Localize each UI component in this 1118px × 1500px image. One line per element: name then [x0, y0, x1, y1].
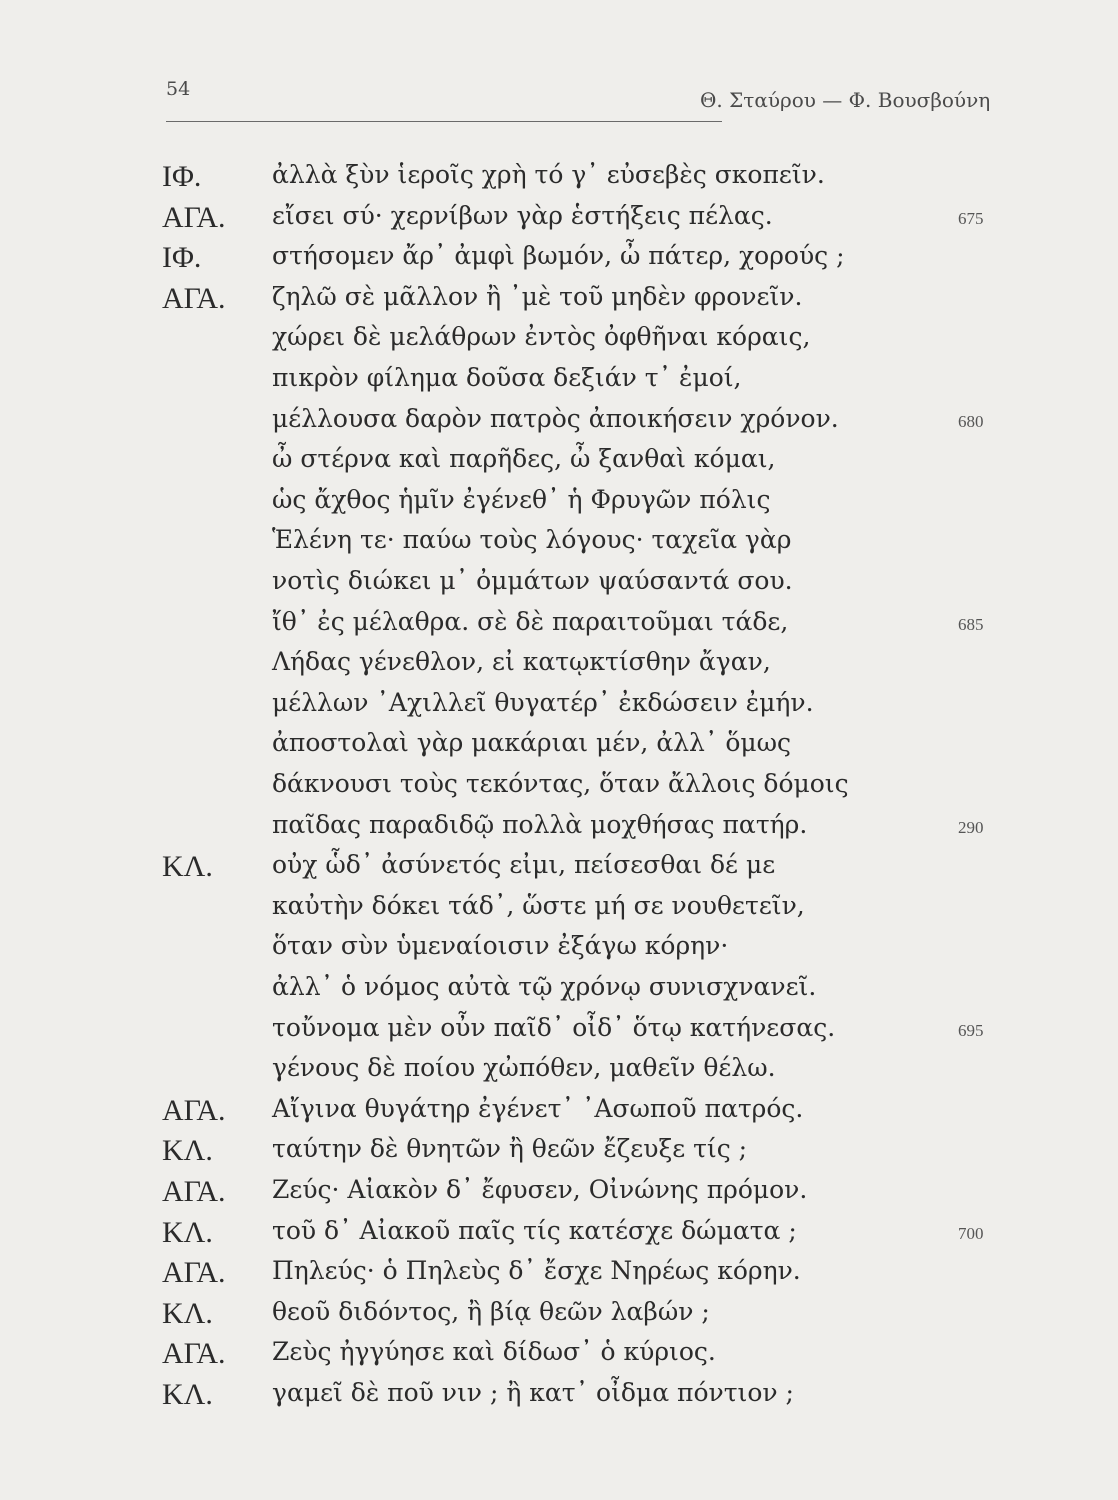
line-number: 695: [958, 1020, 984, 1040]
line-number: 290: [958, 817, 984, 837]
verse-line: [0, 1175, 1118, 1215]
speaker-label: ΚΛ.: [162, 1215, 213, 1249]
verse-line: [0, 1256, 1118, 1296]
verse-text: καὐτὴν δόκει τάδ᾽, ὥστε μή σε νουθετεῖν,: [272, 890, 805, 920]
verse-text: τοὔνομα μὲν οὖν παῖδ᾽ οἶδ᾽ ὅτῳ κατήνεσας.: [272, 1012, 836, 1042]
verse-line: [0, 728, 1118, 768]
page-number: 54: [166, 78, 191, 100]
verse-line: [0, 201, 1118, 241]
verse-line: [0, 931, 1118, 971]
verse-line: [0, 1134, 1118, 1174]
speaker-label: ΚΛ.: [162, 1296, 213, 1330]
verse-text: εἴσει σύ· χερνίβων γὰρ ἑστήξεις πέλας.: [272, 200, 773, 230]
verse-line: [0, 607, 1118, 647]
line-number: 675: [958, 208, 984, 228]
verse-line: [0, 1094, 1118, 1134]
verse-text: Ἑλένη τε· παύω τοὺς λόγους· ταχεῖα γὰρ: [272, 525, 792, 555]
verse-line: [0, 891, 1118, 931]
verse-line: [0, 1013, 1118, 1053]
verse-line: [0, 850, 1118, 890]
verse-line: [0, 485, 1118, 525]
speaker-label: ΙΦ.: [162, 241, 202, 275]
verse-text: μέλλων ᾽Αχιλλεῖ θυγατέρ᾽ ἐκδώσειν ἐμήν.: [272, 687, 814, 717]
verse-text: Αἴγινα θυγάτηρ ἐγένετ᾽ ᾽Ασωποῦ πατρός.: [272, 1093, 804, 1123]
verse-text: ζηλῶ σὲ μᾶλλον ἢ ᾽μὲ τοῦ μηδὲν φρονεῖν.: [272, 281, 803, 311]
verse-line: [0, 1053, 1118, 1093]
speaker-label: ΑΓΑ.: [162, 200, 226, 234]
verse-line: [0, 769, 1118, 809]
verse-line: [0, 1297, 1118, 1337]
line-number: 685: [958, 614, 984, 634]
verse-text: οὐχ ὧδ᾽ ἀσύνετός εἰμι, πείσεσθαι δέ με: [272, 850, 776, 880]
verse-text: Ζεύς· Αἰακὸν δ᾽ ἔφυσεν, Οἰνώνης πρόμον.: [272, 1175, 808, 1204]
verse-line: [0, 525, 1118, 565]
verse-text: Ζεὺς ἠγγύησε καὶ δίδωσ᾽ ὁ κύριος.: [272, 1337, 716, 1367]
verse-text: παῖδας παραδιδῷ πολλὰ μοχθήσας πατήρ.: [272, 809, 808, 839]
speaker-label: ΙΦ.: [162, 160, 202, 193]
verse-text: νοτὶς διώκει μ᾽ ὀμμάτων ψαύσαντά σου.: [272, 566, 793, 595]
verse-text: Λήδας γένεθλον, εἰ κατῳκτίσθην ἄγαν,: [272, 647, 771, 677]
speaker-label: ΑΓΑ.: [162, 1337, 226, 1371]
verse-line: [0, 1337, 1118, 1377]
header-rule: [166, 121, 722, 122]
verse-text: ὡς ἄχθος ἡμῖν ἐγένεθ᾽ ἡ Φρυγῶν πόλις: [272, 484, 771, 514]
verse-text: ἀποστολαὶ γὰρ μακάριαι μέν, ἀλλ᾽ ὅμως: [272, 728, 792, 758]
verse-text: χώρει δὲ μελάθρων ἐντὸς ὀφθῆναι κόραις,: [272, 322, 811, 352]
verse-line: [0, 688, 1118, 728]
verse-text: ἀλλὰ ξὺν ἱεροῖς χρὴ τό γ᾽ εὐσεβὲς σκοπεῖν.: [272, 160, 825, 189]
speaker-label: ΚΛ.: [162, 850, 213, 884]
verse-text: γένους δὲ ποίου χὠπόθεν, μαθεῖν θέλω.: [272, 1053, 776, 1083]
verse-line: [0, 1216, 1118, 1256]
verse-line: [0, 444, 1118, 484]
verse-line: [0, 322, 1118, 362]
verse-text: ὅταν σὺν ὑμεναίοισιν ἐξάγω κόρην·: [272, 931, 729, 961]
line-number: 700: [958, 1223, 984, 1243]
speaker-label: ΑΓΑ.: [162, 1175, 226, 1208]
verse-line: [0, 363, 1118, 403]
verse-line: [0, 241, 1118, 281]
verse-text: στήσομεν ἄρ᾽ ἀμφὶ βωμόν, ὦ πάτερ, χορούς ;: [272, 241, 845, 271]
verse-text: μέλλουσα δαρὸν πατρὸς ἀποικήσειν χρόνον.: [272, 403, 839, 433]
speaker-label: ΚΛ.: [162, 1378, 213, 1411]
speaker-label: ΑΓΑ.: [162, 1256, 226, 1290]
verse-line: [0, 810, 1118, 850]
speaker-label: ΚΛ.: [162, 1134, 213, 1168]
verse-text: τοῦ δ᾽ Αἰακοῦ παῖς τίς κατέσχε δώματα ;: [272, 1215, 797, 1245]
verse-line: [0, 1378, 1118, 1418]
verse-text: πικρὸν φίλημα δοῦσα δεξιάν τ᾽ ἐμοί,: [272, 363, 742, 392]
verse-text: ὦ στέρνα καὶ παρῆδες, ὦ ξανθαὶ κόμαι,: [272, 444, 776, 474]
verse-line: [0, 404, 1118, 444]
verse-text: ταύτην δὲ θνητῶν ἢ θεῶν ἔζευξε τίς ;: [272, 1134, 748, 1164]
speaker-label: ΑΓΑ.: [162, 281, 226, 315]
verse-text: θεοῦ διδόντος, ἢ βίᾳ θεῶν λαβών ;: [272, 1296, 710, 1326]
speaker-label: ΑΓΑ.: [162, 1093, 226, 1127]
running-head: Θ. Σταύρου — Φ. Βουσβούνη: [700, 88, 991, 112]
verse-text: ἴθ᾽ ἐς μέλαθρα. σὲ δὲ παραιτοῦμαι τάδε,: [272, 606, 789, 636]
verse-text: δάκνουσι τοὺς τεκόντας, ὅταν ἄλλοις δόμοις: [272, 769, 849, 798]
verse-text: ἀλλ᾽ ὁ νόμος αὐτὰ τῷ χρόνῳ συνισχνανεῖ.: [272, 972, 817, 1001]
verse-line: [0, 160, 1118, 200]
verse-line: [0, 566, 1118, 606]
verse-line: [0, 282, 1118, 322]
verse-text: γαμεῖ δὲ ποῦ νιν ; ἢ κατ᾽ οἶδμα πόντιον ;: [272, 1378, 794, 1407]
verse-text: Πηλεύς· ὁ Πηλεὺς δ᾽ ἔσχε Νηρέως κόρην.: [272, 1256, 801, 1286]
line-number: 680: [958, 411, 984, 431]
verse-line: [0, 647, 1118, 687]
verse-line: [0, 972, 1118, 1012]
